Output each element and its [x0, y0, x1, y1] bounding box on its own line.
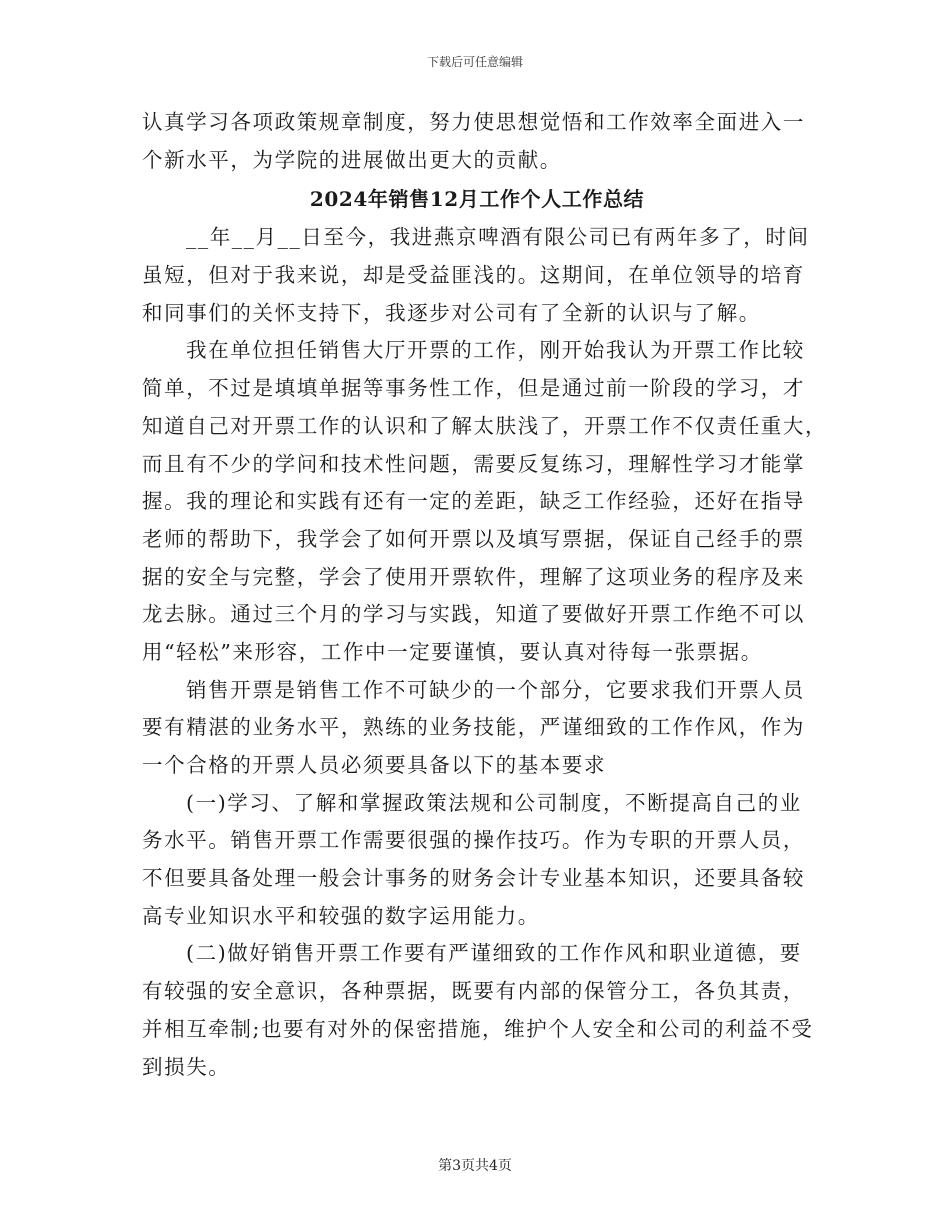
text-line: 简单，不过是填填单据等事务性工作，但是通过前一阶段的学习，才: [142, 376, 805, 401]
text-line: 而且有不少的学问和技术性问题，需要反复练习，理解性学习才能掌: [142, 451, 805, 476]
text-line: 知道自己对开票工作的认识和了解太肤浅了，开票工作不仅责任重大，: [142, 413, 828, 438]
document-title: 2024年销售12月工作个人工作总结: [309, 187, 645, 212]
text-line: 个新水平，为学院的进展做出更大的贡献。: [142, 147, 562, 172]
text-line: 握。我的理论和实践有还有一定的差距，缺乏工作经验，还好在指导: [142, 489, 805, 514]
text-line: 有较强的安全意识，各种票据，既要有内部的保管分工，各负其责，: [142, 979, 805, 1004]
text-line: 据的安全与完整，学会了使用开票软件，理解了这项业务的程序及来: [142, 564, 805, 589]
text-line: 高专业知识水平和较强的数字运用能力。: [142, 903, 540, 928]
text-line: 老师的帮助下，我学会了如何开票以及填写票据，保证自己经手的票: [142, 526, 805, 551]
text-line: 认真学习各项政策规章制度，努力使思想觉悟和工作效率全面进入一: [142, 110, 805, 134]
paragraph-first-line: __年__月__日至今，我进燕京啤酒有限公司已有两年多了，时间: [186, 225, 810, 250]
text-line: 到损失。: [142, 1054, 231, 1079]
text-line: 并相互牵制;也要有对外的保密措施，维护个人安全和公司的利益不受: [142, 1016, 814, 1041]
page-number: 第3页共4页: [438, 1158, 512, 1174]
paragraph-first-line: (一)学习、了解和掌握政策法规和公司制度，不断提高自己的业: [186, 790, 802, 815]
text-line: 务水平。销售开票工作需要很强的操作技巧。作为专职的开票人员，: [142, 828, 805, 853]
text-line: 一个合格的开票人员必须要具备以下的基本要求: [142, 753, 607, 777]
text-line: 虽短，但对于我来说，却是受益匪浅的。这期间，在单位领导的培育: [142, 263, 805, 288]
text-line: 不但要具备处理一般会计事务的财务会计专业基本知识，还要具备较: [142, 866, 805, 891]
page-header-note: 下载后可任意编辑: [426, 55, 523, 69]
text-line: 用“轻松”来形容，工作中一定要谨慎，要认真对待每一张票据。: [142, 639, 763, 664]
document-body: [142, 104, 828, 1086]
text-line: 要有精湛的业务水平，熟练的业务技能，严谨细致的工作作风，作为: [142, 715, 805, 740]
paragraph-first-line: 我在单位担任销售大厅开票的工作，刚开始我认为开票工作比较: [186, 338, 805, 363]
paragraph-first-line: (二)做好销售开票工作要有严谨细致的工作作风和职业道德，要: [186, 941, 802, 966]
text-line: 和同事们的关怀支持下，我逐步对公司有了全新的认识与了解。: [142, 300, 761, 325]
text-line: 龙去脉。通过三个月的学习与实践，知道了要做好开票工作绝不可以: [142, 602, 805, 627]
paragraph-first-line: 销售开票是销售工作不可缺少的一个部分，它要求我们开票人员: [186, 677, 805, 702]
